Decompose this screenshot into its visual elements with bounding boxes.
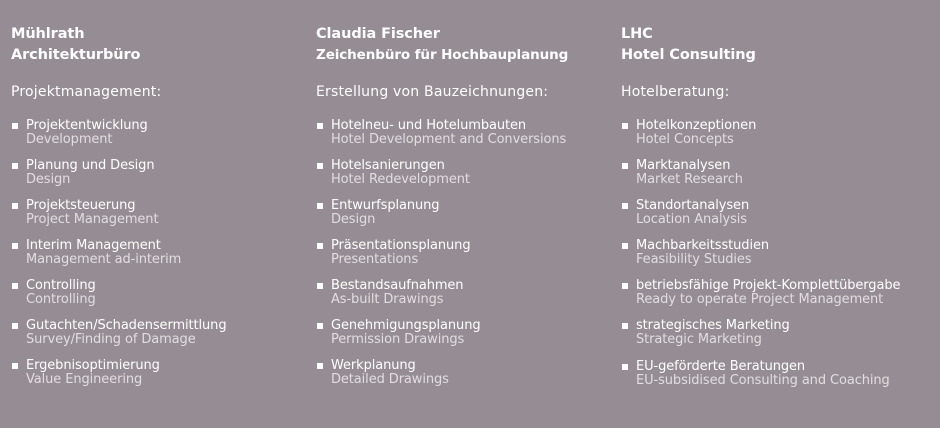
service-de: Marktanalysen bbox=[636, 158, 731, 174]
square-bullet-icon bbox=[622, 203, 628, 209]
square-bullet-icon bbox=[12, 363, 18, 369]
service-en: Feasibility Studies bbox=[636, 252, 752, 268]
service-en: Hotel Concepts bbox=[636, 132, 734, 147]
square-bullet-icon bbox=[12, 123, 18, 129]
service-de: Standortanalysen bbox=[636, 198, 750, 214]
service-de: Hotelsanierungen bbox=[331, 158, 445, 173]
square-bullet-icon bbox=[317, 363, 323, 369]
service-item bbox=[11, 199, 301, 228]
service-de: Projektsteuerung bbox=[26, 198, 136, 213]
square-bullet-icon bbox=[622, 283, 628, 289]
service-item bbox=[621, 319, 931, 348]
service-item bbox=[11, 119, 301, 148]
company-subtitle: Zeichenbüro für Hochbauplanung bbox=[316, 47, 569, 63]
service-item bbox=[316, 159, 611, 188]
service-en: Survey/Finding of Damage bbox=[26, 332, 196, 347]
service-item bbox=[11, 319, 301, 348]
service-item bbox=[316, 279, 611, 308]
company-name: Claudia Fischer bbox=[316, 26, 440, 42]
company-name: Mühlrath bbox=[11, 26, 85, 42]
service-de: Controlling bbox=[26, 278, 96, 293]
service-de: Hotelneu- und Hotelumbauten bbox=[331, 118, 527, 133]
service-en: Design bbox=[331, 212, 376, 227]
service-en: Hotel Redevelopment bbox=[331, 172, 470, 187]
service-item bbox=[11, 359, 301, 388]
service-de: strategisches Marketing bbox=[636, 318, 790, 334]
service-item bbox=[11, 279, 301, 308]
square-bullet-icon bbox=[12, 283, 18, 289]
section-heading: Hotelberatung: bbox=[621, 84, 730, 100]
service-de: Planung und Design bbox=[26, 158, 155, 173]
company-subtitle: Hotel Consulting bbox=[621, 47, 756, 63]
service-en: Value Engineering bbox=[26, 372, 143, 387]
service-item bbox=[316, 239, 611, 268]
service-item bbox=[621, 239, 931, 268]
section-heading: Erstellung von Bauzeichnungen: bbox=[316, 84, 549, 100]
square-bullet-icon bbox=[317, 283, 323, 289]
company-title bbox=[316, 24, 611, 66]
company-title bbox=[621, 24, 931, 66]
service-en: Strategic Marketing bbox=[636, 332, 762, 348]
service-de: Interim Management bbox=[26, 238, 161, 253]
service-de: Ergebnisoptimierung bbox=[26, 358, 160, 373]
service-item bbox=[621, 279, 931, 308]
service-en: Controlling bbox=[26, 292, 96, 307]
square-bullet-icon bbox=[12, 203, 18, 209]
service-item bbox=[316, 319, 611, 348]
service-de: Machbarkeitsstudien bbox=[636, 238, 769, 254]
column-muehlrath bbox=[11, 24, 301, 399]
service-de: Projektentwicklung bbox=[26, 118, 148, 133]
service-de: betriebsfähige Projekt-Komplettübergabe bbox=[636, 278, 901, 294]
service-de: Gutachten/Schadensermittlung bbox=[26, 318, 227, 333]
service-de: Bestandsaufnahmen bbox=[331, 278, 464, 293]
service-list bbox=[11, 119, 301, 388]
square-bullet-icon bbox=[622, 163, 628, 169]
square-bullet-icon bbox=[622, 123, 628, 129]
service-item bbox=[621, 159, 931, 188]
service-en: Hotel Development and Conversions bbox=[331, 132, 567, 147]
square-bullet-icon bbox=[317, 163, 323, 169]
square-bullet-icon bbox=[622, 243, 628, 249]
service-en: Permission Drawings bbox=[331, 332, 465, 347]
service-item bbox=[316, 359, 611, 388]
service-en: Development bbox=[26, 132, 113, 147]
service-en: EU-subsidised Consulting and Coaching bbox=[636, 372, 890, 388]
square-bullet-icon bbox=[317, 243, 323, 249]
service-en: Presentations bbox=[331, 252, 419, 267]
service-en: Design bbox=[26, 172, 71, 187]
square-bullet-icon bbox=[622, 364, 628, 370]
service-en: Detailed Drawings bbox=[331, 372, 449, 387]
service-item bbox=[11, 159, 301, 188]
service-en: Project Management bbox=[26, 212, 159, 227]
service-en: Market Research bbox=[636, 172, 743, 188]
service-item bbox=[11, 239, 301, 268]
service-en: Location Analysis bbox=[636, 212, 747, 228]
square-bullet-icon bbox=[317, 123, 323, 129]
company-name: LHC bbox=[621, 26, 653, 42]
service-en: Ready to operate Project Management bbox=[636, 292, 884, 308]
service-item bbox=[621, 119, 931, 148]
service-de: Werkplanung bbox=[331, 358, 416, 373]
section-heading: Projektmanagement: bbox=[11, 84, 162, 100]
company-title bbox=[11, 24, 301, 66]
square-bullet-icon bbox=[12, 243, 18, 249]
column-lhc bbox=[621, 24, 931, 400]
service-list bbox=[621, 119, 931, 388]
square-bullet-icon bbox=[317, 323, 323, 329]
square-bullet-icon bbox=[12, 163, 18, 169]
service-de: Präsentationsplanung bbox=[331, 238, 471, 253]
square-bullet-icon bbox=[317, 203, 323, 209]
service-de: EU-geförderte Beratungen bbox=[636, 358, 806, 374]
service-de: Hotelkonzeptionen bbox=[636, 118, 757, 133]
column-claudia-fischer bbox=[316, 24, 611, 399]
service-item bbox=[316, 199, 611, 228]
service-item bbox=[316, 119, 611, 148]
square-bullet-icon bbox=[622, 323, 628, 329]
service-list bbox=[316, 119, 611, 388]
service-de: Entwurfsplanung bbox=[331, 198, 440, 213]
service-item bbox=[621, 199, 931, 228]
company-subtitle: Architekturbüro bbox=[11, 47, 141, 63]
square-bullet-icon bbox=[12, 323, 18, 329]
service-de: Genehmigungsplanung bbox=[331, 318, 481, 333]
service-item bbox=[621, 360, 931, 389]
service-en: As-built Drawings bbox=[331, 292, 444, 307]
service-en: Management ad-interim bbox=[26, 252, 182, 267]
